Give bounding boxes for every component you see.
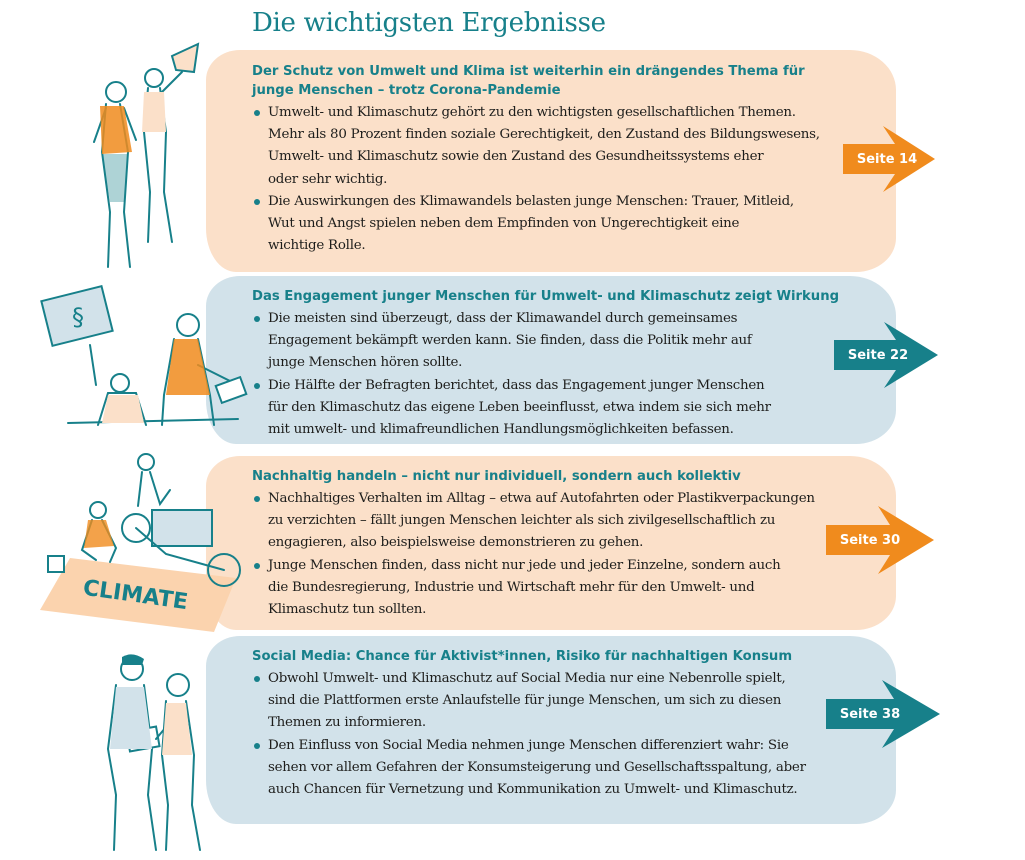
section-content (252, 287, 852, 441)
section-heading: Das Engagement junger Menschen für Umwelt- und Klimaschutz zeigt Wirkung (252, 289, 840, 304)
bullet-item: Die meisten sind überzeugt, dass der Klimawandel durch gemeinsames Engagement bekämpft werden kann. Sie finden, dass die Politik mehr auf junge Menschen hören sollte. (252, 308, 852, 375)
bullet-item: Nachhaltiges Verhalten im Alltag – etwa auf Autofahrten oder Plastikverpackungen zu verzichten – fällt jungen Menschen leichter als sich zivilgesellschaftlich zu engagieren, also beispielsweise demonstrieren zu gehen. (252, 488, 852, 555)
page-ref-arrow[interactable] (826, 676, 942, 752)
illustration-tablet-users (82, 645, 222, 855)
section-content (252, 467, 852, 621)
sign-text: § (72, 303, 84, 331)
section-content (252, 647, 852, 801)
bullet-item: Umwelt- und Klimaschutz gehört zu den wichtigsten gesellschaftlichen Themen. Mehr als 80 Prozent finden soziale Gerechtigkeit, den Zustand des Bildungswesens, Umwelt- und Klimaschutz sowie den Zustand des Gesundheitssystems eher oder sehr wichtig. (252, 102, 852, 191)
bullet-item: Die Hälfte der Befragten berichtet, dass das Engagement junger Menschen für den Klimaschutz das eigene Leben beeinflusst, etwa indem sie sich mehr mit umwelt- und klimafreundlichen Handlungsmöglichkeiten befassen. (252, 375, 852, 442)
bullet-item: Den Einfluss von Social Media nehmen junge Menschen differenziert wahr: Sie sehen vor allem Gefahren der Konsumsteigerung und Gesellschaftsspaltung, aber auch Chancen für Vernetzung und Kommunikation zu Umwelt- und Klimaschutz. (252, 735, 852, 802)
section-content (252, 62, 852, 257)
banner-text: CLIMATE (81, 575, 190, 616)
page-ref-label: Seite 38 (839, 706, 901, 722)
bullet-list (252, 488, 852, 621)
section-heading: Der Schutz von Umwelt und Klima ist weiterhin ein drängendes Thema für junge Menschen – trotz Corona-Pandemie (252, 64, 805, 98)
page-ref-arrow[interactable] (834, 318, 940, 392)
page-ref-label: Seite 14 (856, 151, 918, 167)
page-ref-arrow[interactable] (843, 122, 938, 196)
page-ref-label: Seite 30 (839, 532, 901, 548)
section-heading: Nachhaltig handeln – nicht nur individuell, sondern auch kollektiv (252, 469, 741, 484)
page-title: Die wichtigsten Ergebnisse (252, 8, 606, 38)
illustration-megaphone-people (80, 42, 220, 272)
bullet-list (252, 308, 852, 441)
page-ref-arrow[interactable] (826, 502, 936, 578)
illustration-banner-and-cargo-bike (36, 450, 246, 635)
illustration-sign-and-speaker (38, 285, 248, 435)
bullet-list (252, 102, 852, 257)
section-heading: Social Media: Chance für Aktivist*innen, Risiko für nachhaltigen Konsum (252, 649, 793, 664)
page-ref-label: Seite 22 (847, 347, 909, 363)
bullet-item: Obwohl Umwelt- und Klimaschutz auf Social Media nur eine Nebenrolle spielt, sind die Plattformen erste Anlaufstelle für junge Menschen, um sich zu diesen Themen zu informieren. (252, 668, 852, 735)
bullet-list (252, 668, 852, 801)
bullet-item: Junge Menschen finden, dass nicht nur jede und jeder Einzelne, sondern auch die Bundesregierung, Industrie und Wirtschaft mehr für den Umwelt- und Klimaschutz tun sollten. (252, 555, 852, 622)
bullet-item: Die Auswirkungen des Klimawandels belasten junge Menschen: Trauer, Mitleid, Wut und Angst spielen neben dem Empfinden von Ungerechtigkeit eine wichtige Rolle. (252, 191, 852, 258)
